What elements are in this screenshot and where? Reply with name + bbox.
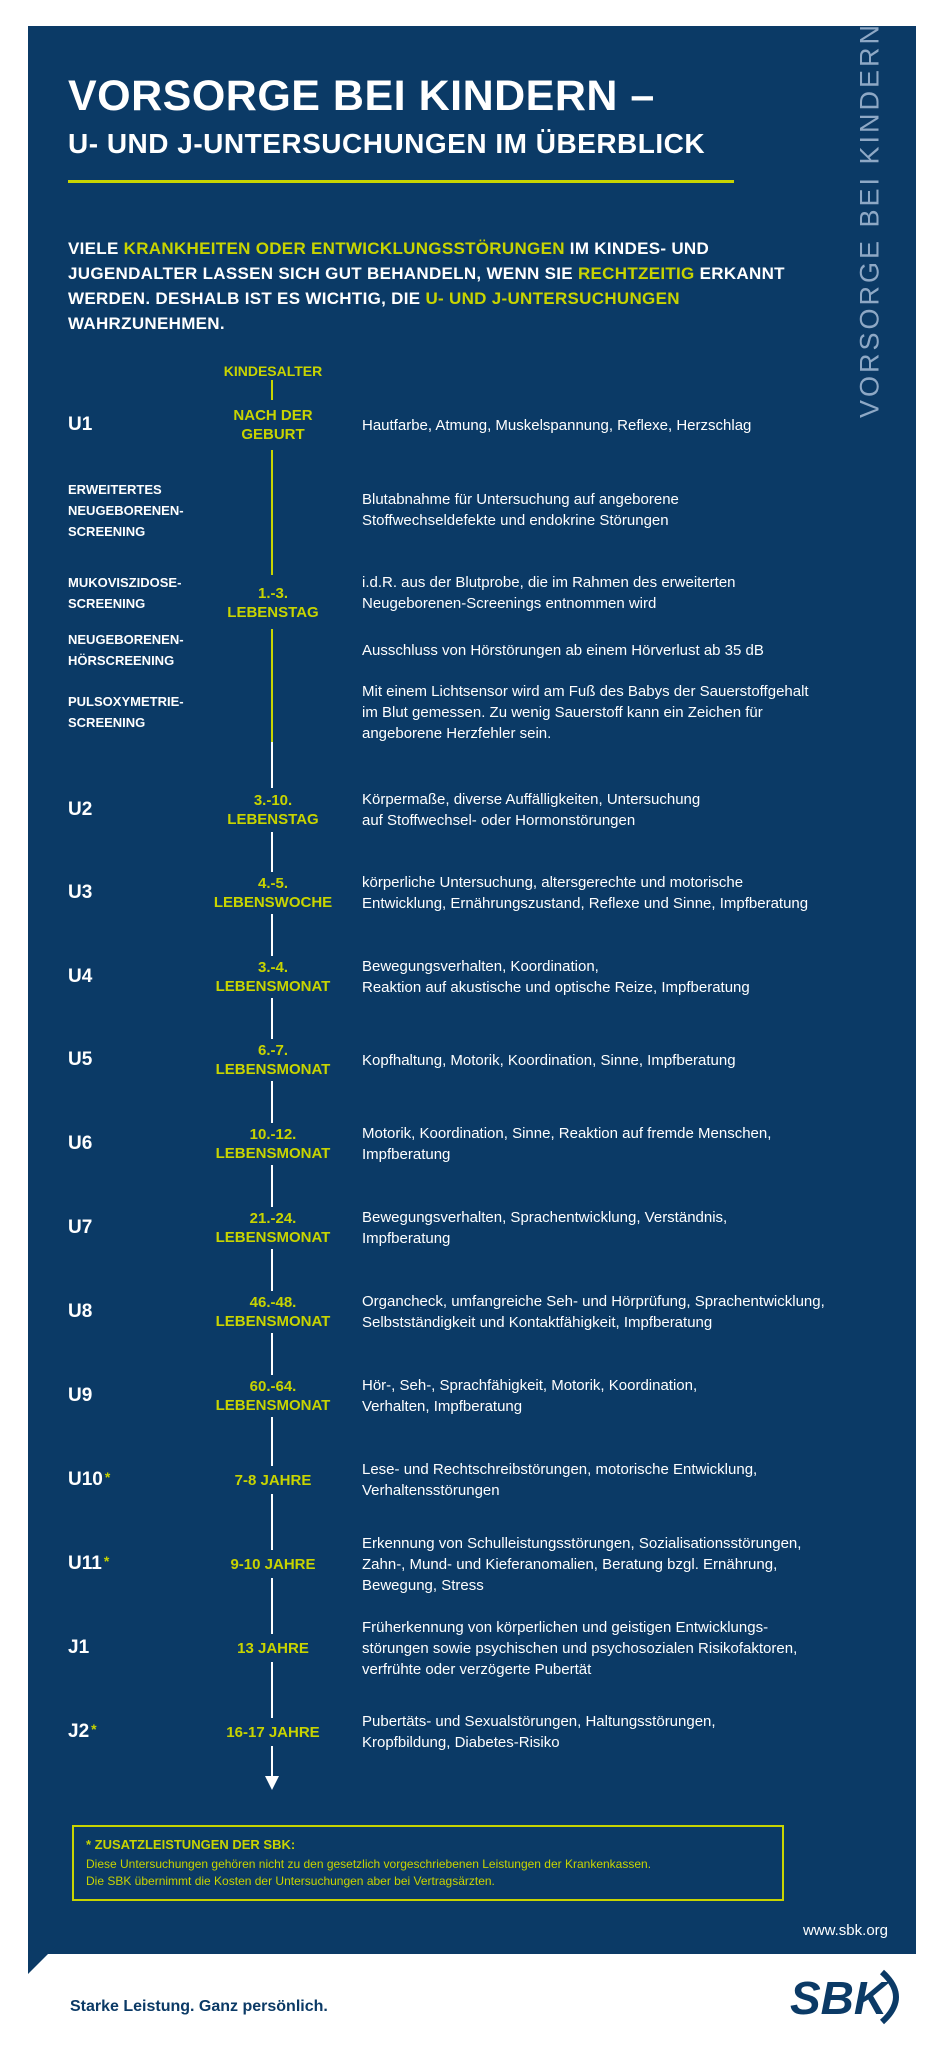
item-age <box>196 791 350 829</box>
item-description-line: Früherkennung von körperlichen und geistigen Entwicklungs- <box>362 1618 769 1636</box>
item-label <box>68 799 92 821</box>
screening-age-line: LEBENSTAG <box>227 604 319 621</box>
timeline-segment <box>271 914 273 956</box>
item-description-line: körperliche Untersuchung, altersgerechte und motorische <box>362 874 744 891</box>
item-description-line: störungen sowie psychischen und psychosozialen Risikofaktoren, <box>362 1639 798 1657</box>
item-label <box>68 629 184 671</box>
screening-age-line: 1.-3. <box>257 585 288 602</box>
item-age-line: LEBENSTAG <box>227 811 319 828</box>
item-description <box>362 1533 882 1596</box>
timeline-segment <box>271 1417 273 1466</box>
item-description-line: Körpermaße, diverse Auffälligkeiten, Untersuchung <box>362 791 701 808</box>
item-age-line: 6.-7. <box>257 1042 288 1059</box>
side-label: VORSORGE BEI KINDERN <box>854 21 885 419</box>
timeline-segment <box>271 998 273 1039</box>
item-description-line: Erkennung von Schulleistungsstörungen, Sozialisationsstörungen, <box>362 1534 802 1552</box>
item-description <box>362 1375 882 1417</box>
item-label <box>68 691 184 733</box>
item-description-line: Zahn-, Mund- und Kieferanomalien, Beratung bzgl. Ernährung, <box>362 1555 778 1573</box>
item-description-line: Bewegungsverhalten, Sprachentwicklung, Verständnis, <box>362 1209 728 1226</box>
item-description-line: Verhaltensstörungen <box>362 1482 500 1499</box>
item-age-line: 46.-48. <box>249 1294 297 1311</box>
item-description <box>362 1291 882 1333</box>
item-description <box>362 789 882 831</box>
item-age-line: 3.-10. <box>253 792 293 809</box>
item-description <box>362 872 882 914</box>
item-code: U9 <box>68 1385 93 1406</box>
item-description-line: Kopfhaltung, Motorik, Koordination, Sinne, Impfberatung <box>362 1051 736 1069</box>
timeline-segment <box>271 1081 273 1123</box>
item-age <box>196 958 350 996</box>
item-age <box>196 1723 350 1742</box>
item-label <box>68 1553 109 1575</box>
item-age-line: NACH DER <box>233 407 313 424</box>
slogan: Starke Leistung. Ganz persönlich. <box>70 1998 328 2015</box>
item-description-line: Hautfarbe, Atmung, Muskelspannung, Reflexe, Herzschlag <box>362 416 752 434</box>
timeline-segment <box>271 450 273 575</box>
note-title: * ZUSATZLEISTUNGEN DER SBK: <box>86 1837 296 1852</box>
item-code: U6 <box>68 1133 93 1154</box>
timeline-segment <box>271 742 273 788</box>
item-description <box>362 1123 882 1165</box>
website-link[interactable]: www.sbk.org <box>802 1922 888 1939</box>
item-age-line: LEBENSMONAT <box>215 978 331 995</box>
asterisk-icon: * <box>91 1721 97 1737</box>
item-label-line: SCREENING <box>68 596 146 611</box>
item-description-line: Entwicklung, Ernährungszustand, Reflexe und Sinne, Impfberatung <box>362 895 809 912</box>
item-age-line: LEBENSMONAT <box>215 1145 331 1162</box>
item-label-line: HÖRSCREENING <box>68 653 175 668</box>
timeline-segment <box>271 1333 273 1375</box>
item-label-line: SCREENING <box>68 715 146 730</box>
item-age-line: 60.-64. <box>249 1378 297 1395</box>
item-description <box>362 1459 882 1501</box>
item-label-line: NEUGEBORENEN- <box>68 502 184 518</box>
item-label <box>68 1049 92 1071</box>
item-description-line: Reaktion auf akustische und optische Reize, Impfberatung <box>362 979 750 996</box>
item-age-line: LEBENSMONAT <box>215 1397 331 1414</box>
item-label <box>68 1721 97 1743</box>
item-age <box>196 1125 350 1163</box>
item-label <box>68 414 92 436</box>
logo-text: SBK <box>790 1972 888 2024</box>
item-code: U2 <box>68 799 93 820</box>
screening-age <box>196 584 350 622</box>
item-label <box>68 882 92 904</box>
item-age <box>196 874 350 912</box>
axis-header: KINDESALTER <box>223 363 323 379</box>
item-label <box>68 1469 110 1491</box>
item-description-line: verfrühte oder verzögerte Pubertät <box>362 1660 592 1678</box>
item-description-line: Neugeborenen-Screenings entnommen wird <box>362 595 657 612</box>
item-code: U3 <box>68 882 93 903</box>
item-age-line: 3.-4. <box>257 959 288 976</box>
timeline-segment <box>271 1249 273 1291</box>
item-description <box>362 1711 882 1753</box>
timeline-segment <box>271 1746 273 1778</box>
item-label-line: PULSOXYMETRIE- <box>68 694 184 709</box>
item-code: U11 <box>68 1553 102 1574</box>
item-description-line: Bewegungsverhalten, Koordination, <box>362 958 599 975</box>
timeline-segment <box>271 1494 273 1550</box>
item-description <box>362 956 882 998</box>
item-code: U8 <box>68 1301 93 1322</box>
item-description <box>362 640 882 661</box>
item-label-line: NEUGEBORENEN- <box>68 632 184 647</box>
note-text: Diese Untersuchungen gehören nicht zu den gesetzlich vorgeschriebenen Leistungen der Krankenkassen. Die SBK übernimmt die Kosten der Untersuchungen aber bei Vertragsärzten. <box>86 1857 652 1888</box>
item-age <box>196 1041 350 1079</box>
timeline-segment <box>271 1165 273 1207</box>
item-description-line: auf Stoffwechsel- oder Hormonstörungen <box>362 812 636 829</box>
item-description-line: Organcheck, umfangreiche Seh- und Hörprüfung, Sprachentwicklung, <box>362 1293 825 1310</box>
item-description-line: Mit einem Lichtsensor wird am Fuß des Babys der Sauerstoffgehalt <box>362 682 809 700</box>
item-age <box>196 1377 350 1415</box>
item-label <box>68 1133 92 1155</box>
item-description-line: Impfberatung <box>362 1146 451 1163</box>
item-age <box>196 1555 350 1574</box>
timeline-arrow-icon <box>265 1776 279 1790</box>
item-age-line: 4.-5. <box>257 875 288 892</box>
item-description-line: i.d.R. aus der Blutprobe, die im Rahmen des erweiterten <box>362 574 736 591</box>
item-code: J2 <box>68 1721 90 1742</box>
item-description-line: Verhalten, Impfberatung <box>362 1398 523 1415</box>
timeline-segment <box>271 629 273 742</box>
sbk-logo <box>786 1964 914 2030</box>
intro-text: VIELE KRANKHEITEN ODER ENTWICKLUNGSSTÖRUNGEN IM KINDES- UND JUGENDALTER LASSEN SICH GUT BEHANDELN, WENN SIE RECHTZEITIG ERKANNT WERDEN. DESHALB IST ES WICHTIG, DIE U- UND J-UNTERSUCHUNGEN WAHRZUNEHMEN. <box>68 239 785 333</box>
item-code: U7 <box>68 1217 93 1238</box>
item-description-line: Motorik, Koordination, Sinne, Reaktion auf fremde Menschen, <box>362 1125 772 1142</box>
item-age-line: 21.-24. <box>249 1210 297 1227</box>
item-age-line: LEBENSWOCHE <box>213 894 333 911</box>
item-age-line: 7-8 JAHRE <box>234 1471 312 1489</box>
item-label-line: SCREENING <box>68 523 146 539</box>
page-subtitle: U- UND J-UNTERSUCHUNGEN IM ÜBERBLICK <box>68 128 706 159</box>
item-description-line: Kropfbildung, Diabetes-Risiko <box>362 1734 560 1751</box>
item-code: U10 <box>68 1469 103 1490</box>
item-description <box>362 1207 882 1249</box>
item-description-line: Hör-, Seh-, Sprachfähigkeit, Motorik, Koordination, <box>362 1377 698 1394</box>
item-age <box>196 1471 350 1490</box>
item-age-line: 16-17 JAHRE <box>226 1723 320 1741</box>
item-age <box>196 1293 350 1331</box>
panel-corner-tab <box>28 1944 58 1974</box>
item-code: U4 <box>68 966 93 987</box>
item-description-line: Lese- und Rechtschreibstörungen, motorische Entwicklung, <box>362 1461 758 1478</box>
page-title: VORSORGE BEI KINDERN – <box>68 72 655 120</box>
note-box <box>72 1825 784 1901</box>
item-label <box>68 1385 92 1407</box>
item-description <box>362 681 882 744</box>
item-description-line: Pubertäts- und Sexualstörungen, Haltungsstörungen, <box>362 1713 716 1730</box>
item-description <box>362 572 882 614</box>
item-label <box>68 572 181 614</box>
item-label-line: MUKOVISZIDOSE- <box>68 575 182 590</box>
item-age-line: 9-10 JAHRE <box>230 1555 316 1573</box>
item-code: U1 <box>68 414 93 435</box>
timeline-segment <box>271 380 273 400</box>
item-age-line: LEBENSMONAT <box>215 1229 331 1246</box>
item-description <box>362 1050 882 1071</box>
asterisk-icon: * <box>103 1553 110 1569</box>
item-description <box>362 415 882 436</box>
item-label <box>68 479 184 542</box>
item-description-line: Blutabnahme für Untersuchung auf angeborene <box>362 491 679 508</box>
item-age-line: 13 JAHRE <box>237 1639 309 1657</box>
item-age-line: LEBENSMONAT <box>215 1061 331 1078</box>
item-description-line: angeborene Herzfehler sein. <box>362 724 552 742</box>
item-code: J1 <box>68 1637 90 1658</box>
item-description <box>362 1617 882 1680</box>
item-age <box>196 1639 350 1658</box>
item-label-line: ERWEITERTES <box>68 481 162 497</box>
item-label <box>68 966 92 988</box>
item-label <box>68 1637 89 1659</box>
asterisk-icon: * <box>104 1469 111 1485</box>
timeline-segment <box>271 832 273 872</box>
timeline-segment <box>271 1662 273 1718</box>
item-description-line: Selbstständigkeit und Kontaktfähigkeit, Impfberatung <box>362 1314 713 1331</box>
item-description-line: Bewegung, Stress <box>362 1576 484 1594</box>
item-description-line: Impfberatung <box>362 1230 451 1247</box>
item-age-line: 10.-12. <box>249 1126 297 1143</box>
item-description <box>362 489 882 531</box>
item-description-line: im Blut gemessen. Zu wenig Sauerstoff kann ein Zeichen für <box>362 703 763 721</box>
item-age-line: GEBURT <box>241 426 305 443</box>
timeline-segment <box>271 1578 273 1634</box>
item-age <box>196 406 350 444</box>
item-code: U5 <box>68 1049 93 1070</box>
item-label <box>68 1217 92 1239</box>
item-description-line: Ausschluss von Hörstörungen ab einem Hörverlust ab 35 dB <box>362 641 764 659</box>
item-age <box>196 1209 350 1247</box>
item-description-line: Stoffwechseldefekte und endokrine Störungen <box>362 512 669 529</box>
item-age-line: LEBENSMONAT <box>215 1313 331 1330</box>
item-label <box>68 1301 92 1323</box>
title-rule <box>68 180 734 183</box>
